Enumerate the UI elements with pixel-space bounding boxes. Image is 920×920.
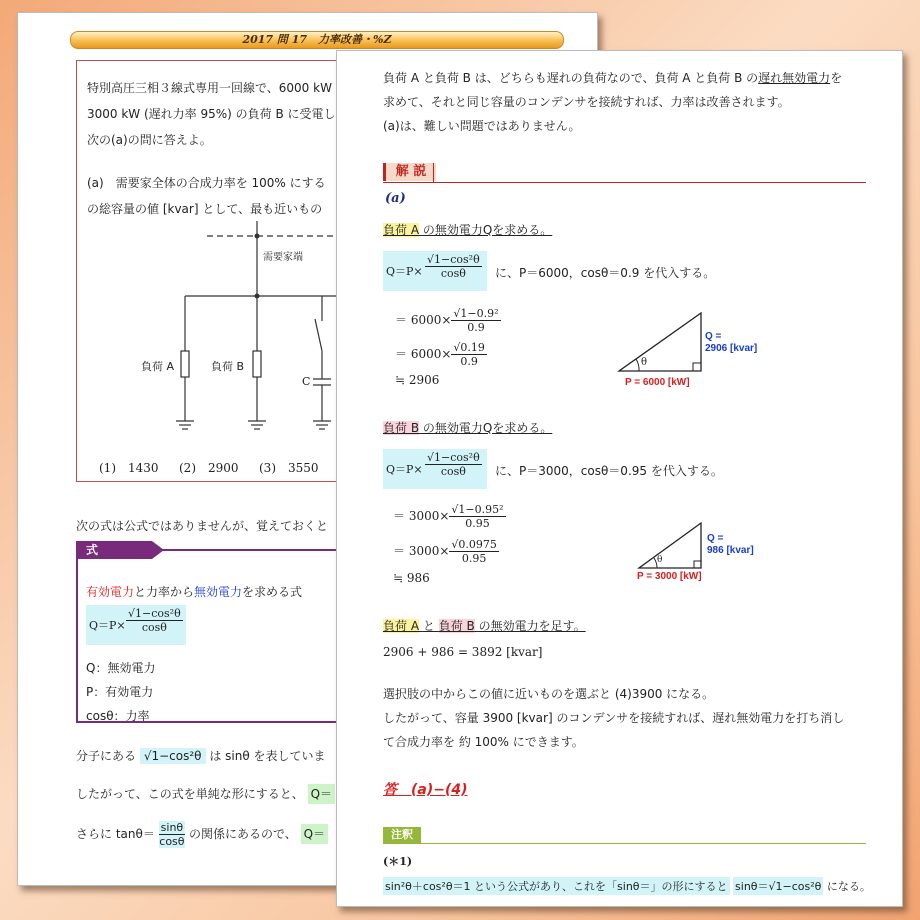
triangle-b-q-value: 986 [kvar] xyxy=(707,545,754,556)
capacitor-label: C xyxy=(302,375,311,388)
question-line-3: 次の(a)の問に答えよ。 xyxy=(87,133,212,147)
step-a-row-1: ＝ 6000× $\frac{\text{√1−0.9²}}{0.9}$ xyxy=(395,307,499,334)
step-b-row-1: ＝ 3000× $\frac{\text{√1−0.95²}}{0.95}$ xyxy=(393,503,504,530)
chushaku-heading: 注釈 xyxy=(383,827,421,843)
question-line-1: 特別高圧三相３線式専用一回線で、6000 kW xyxy=(87,81,332,95)
step-b-row-2: ＝ 3000× $\frac{√0.0975}{0.95}$ xyxy=(393,538,497,565)
sum-equation: 2906 + 986 = 3892 [kvar] xyxy=(383,645,543,659)
title-banner: 2017 問 17 力率改善・%Z xyxy=(70,31,564,49)
load-b-label: 負荷 B xyxy=(211,360,245,373)
sum-title: 負荷 A と 負荷 B の無効電力を足す。 xyxy=(383,619,586,633)
triangle-a-p-label: P = 6000 [kW] xyxy=(625,377,690,388)
note-mark: (＊1) xyxy=(383,855,413,868)
intro-line-2: 求めて、それと同じ容量のコンデンサを接続すれば、力率は改善されます。 xyxy=(383,95,790,109)
intro-line-1: 負荷 A と負荷 B は、どちらも遅れの負荷なので、負荷 A と負荷 B の遅れ無効電力を xyxy=(383,71,843,85)
question-box xyxy=(76,60,378,482)
terminal-label: 需要家端 xyxy=(263,252,303,263)
note-text: sin²θ＋cos²θ＝1 という公式があり、これを「sinθ＝」の形にすると sinθ＝√1−cos²θ になる。 xyxy=(383,877,871,895)
step-b-substitute: に、P＝3000，cosθ＝0.95 を代入する。 xyxy=(495,464,723,478)
load-a-label: 負荷 A xyxy=(141,360,175,373)
def-cos: cosθ：力率 xyxy=(86,709,150,723)
note-line: 次の式は公式ではありませんが、覚えておくと xyxy=(76,519,329,533)
question-a-line-2: の総容量の値 [kvar] として、最も近いもの xyxy=(87,202,323,216)
triangle-a-q-label: Q = xyxy=(705,331,722,342)
front-page xyxy=(336,50,903,907)
triangle-a-q-value: 2906 [kvar] xyxy=(705,343,758,354)
formula-b-box: Q＝P× $\frac{\text{√1−cos²θ}}{\cos\theta}$ xyxy=(383,449,487,489)
circuit-diagram xyxy=(77,211,377,446)
question-a-line-1: (a) 需要家全体の合成力率を 100% にする xyxy=(87,176,326,190)
choice-1: (1) 1430 xyxy=(99,461,159,475)
formula-title: 有効電力と力率から無効電力を求める式 xyxy=(86,585,303,599)
choice-3: (3) 3550 xyxy=(259,461,319,475)
conclusion-line-1: 選択肢の中からこの値に近いものを選ぶと (4)3900 になる。 xyxy=(383,687,715,701)
kaisetsu-heading: 解 説 xyxy=(383,163,436,181)
kaisetsu-line xyxy=(383,182,866,183)
step-b-row-3: ≒ 986 xyxy=(393,571,430,585)
def-q: Q：無効電力 xyxy=(86,661,156,675)
conclusion-line-3: て合成力率を 約 100% にできます。 xyxy=(383,735,584,749)
triangle-b-p-label: P = 3000 [kW] xyxy=(637,571,702,582)
answer: 答 (a)−(4) xyxy=(383,782,468,798)
choice-2: (2) 2900 xyxy=(179,461,239,475)
conclusion-line-2: したがって、容量 3900 [kvar] のコンデンサを接続すれば、遅れ無効電力を打ち消し xyxy=(383,711,845,725)
step-b-title: 負荷 B の無効電力Qを求める。 xyxy=(383,421,553,435)
part-a-label: (a) xyxy=(385,191,406,206)
formula-a-box: Q＝P× $\frac{\text{√1−cos²θ}}{\cos\theta}$ xyxy=(383,251,487,291)
chushaku-line xyxy=(383,843,866,844)
triangle-a xyxy=(617,309,707,374)
bottom-line-1: 分子にある √1−cos²θ は sinθ を表していま xyxy=(76,749,326,763)
formula-box: Q＝P× $\frac{\text{√1−cos²θ}}{\cos\theta}$ xyxy=(86,605,186,645)
kaisetsu-divider xyxy=(433,163,434,183)
triangle-b-theta: θ xyxy=(657,555,663,565)
triangle-b xyxy=(637,519,707,571)
step-a-title: 負荷 A の無効電力Qを求める。 xyxy=(383,223,553,237)
def-p: P：有効電力 xyxy=(86,685,154,699)
triangle-b-q-label: Q = xyxy=(707,533,724,544)
question-line-2: 3000 kW (遅れ力率 95%) の負荷 B に受電し xyxy=(87,107,336,121)
bottom-line-3: さらに tanθ＝ $\frac{\sin\theta}{\cos\theta}$ の関係にあるので、 Q＝ xyxy=(76,821,328,848)
formula-panel xyxy=(76,549,380,723)
bottom-line-2: したがって、この式を単純な形にすると、 Q＝ xyxy=(76,785,335,802)
intro-line-3: (a)は、難しい問題ではありません。 xyxy=(383,119,581,133)
step-a-row-3: ≒ 2906 xyxy=(395,373,440,387)
step-a-substitute: に、P＝6000，cosθ＝0.9 を代入する。 xyxy=(495,266,716,280)
triangle-a-theta: θ xyxy=(641,357,648,368)
formula-tab: 式 xyxy=(76,541,152,559)
step-a-row-2: ＝ 6000× $\frac{√0.19}{0.9}$ xyxy=(395,341,485,368)
